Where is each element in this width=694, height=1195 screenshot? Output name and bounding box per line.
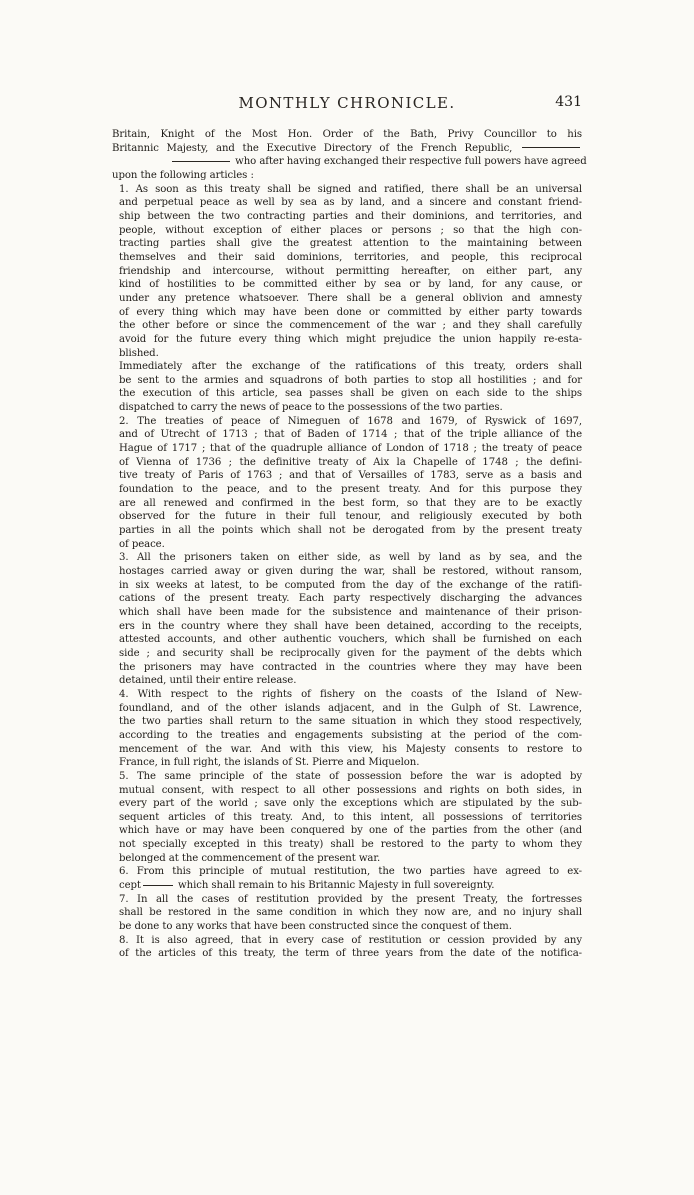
text-line: of peace. <box>119 538 165 550</box>
text-line: 7. In all the cases of restitution provided by the present Treaty, the fortresses <box>119 893 582 905</box>
text-line: Hague of 1717 ; that of the quadruple alliance of London of 1718 ; the treaty of peace <box>119 443 582 455</box>
text-line: the prisoners may have contracted in the countries where they may have been <box>119 661 582 673</box>
text-line: the two parties shall return to the same situation in which they stood respectively, <box>119 716 582 728</box>
page-number: 431 <box>555 94 582 110</box>
text-line: ship between the two contracting parties and their dominions, and territories, and <box>119 210 582 222</box>
text-line: belonged at the commencement of the present war. <box>119 852 381 864</box>
text-line: and perpetual peace as well by sea as by land, and a sincere and constant friend- <box>119 197 582 209</box>
text-line: blished. <box>119 347 159 359</box>
text-line: not specially excepted in this treaty) shall be restored to the party to whom they <box>119 839 582 851</box>
text-line: which shall have been made for the subsistence and maintenance of their prison- <box>119 606 582 618</box>
text-line: cations of the present treaty. Each party respectively discharging the advances <box>119 593 582 605</box>
article-7-paragraph <box>112 893 582 934</box>
text-line: attested accounts, and other authentic vouchers, which shall be furnished on each <box>119 634 582 646</box>
text-line: foundation to the peace, and to the present treaty. And for this purpose they <box>119 484 582 496</box>
text-line: people, without exception of either places or persons ; so that the high con- <box>119 224 582 236</box>
article-1-paragraph <box>112 183 582 361</box>
text-line: Immediately after the exchange of the ratifications of this treaty, orders shall <box>119 361 582 373</box>
text-line: tive treaty of Paris of 1763 ; and that of Versailles of 1783, serve as a basis and <box>119 470 582 482</box>
running-title: MONTHLY CHRONICLE. <box>238 94 456 112</box>
text-line: of Vienna of 1736 ; the definitive treaty of Aix la Chapelle of 1748 ; the defini- <box>119 456 582 468</box>
preamble-paragraph <box>112 128 587 183</box>
text-line: avoid for the future every thing which might prejudice the union happily re-esta- <box>119 333 582 345</box>
text-line: friendship and intercourse, without permitting hereafter, on either part, any <box>119 265 582 277</box>
text-line: who after having exchanged their respective full powers have agreed <box>112 155 582 169</box>
text-line: observed for the future in their full tenour, and religiously executed by both <box>119 511 582 523</box>
text-line: foundland, and of the other islands adjacent, and in the Gulph of St. Lawrence, <box>119 702 582 714</box>
text-line: France, in full right, the islands of St. Pierre and Miquelon. <box>119 757 420 769</box>
text-line: of every thing which may have been done or committed by either party towards <box>119 306 582 318</box>
text-line: 4. With respect to the rights of fishery on the coasts of the Island of New- <box>119 688 582 700</box>
text-line: 5. The same principle of the state of possession before the war is adopted by <box>119 770 582 782</box>
text-line: upon the following articles : <box>112 169 254 181</box>
text-line: mencement of the war. And with this view, his Majesty consents to restore to <box>119 743 582 755</box>
text-line: cept which shall remain to his Britannic Majesty in full sovereignty. <box>119 880 495 892</box>
blank-dash <box>172 161 230 162</box>
page-header <box>0 94 694 116</box>
article-1-continued-paragraph <box>112 360 582 415</box>
text-line: which have or may have been conquered by one of the parties from the other (and <box>119 825 582 837</box>
text-line: side ; and security shall be reciprocally given for the payment of the debts which <box>119 647 582 659</box>
text-line: 2. The treaties of peace of Nimeguen of 1678 and 1679, of Ryswick of 1697, <box>119 415 582 427</box>
text-line: and of Utrecht of 1713 ; that of Baden of 1714 ; that of the triple alliance of the <box>119 429 582 441</box>
text-line: be sent to the armies and squadrons of both parties to stop all hostilities ; and for <box>119 374 582 386</box>
text-line: every part of the world ; save only the exceptions which are stipulated by the sub- <box>119 798 582 810</box>
text-line: Britannic Majesty, and the Executive Directory of the French Republic, <box>112 142 582 156</box>
text-line: sequent articles of this treaty. And, to this intent, all possessions of territories <box>119 811 582 823</box>
blank-dash <box>143 885 173 886</box>
text-line: are all renewed and confirmed in the best form, so that they are to be exactly <box>119 497 582 509</box>
text-line: mutual consent, with respect to all other possessions and rights on both sides, in <box>119 784 582 796</box>
text-line: under any pretence whatsoever. There shall be a general oblivion and amnesty <box>119 292 582 304</box>
text-line: themselves and their said dominions, territories, and people, this reciprocal <box>119 251 582 263</box>
text-line: of the articles of this treaty, the term of three years from the date of the notifica- <box>119 948 582 960</box>
text-line: parties in all the points which shall not be derogated from by the present treaty <box>119 525 582 537</box>
text-line: ers in the country where they shall have been detained, according to the receipts, <box>119 620 582 632</box>
text-line: according to the treaties and engagements subsisting at the period of the com- <box>119 729 582 741</box>
article-4-paragraph <box>112 688 582 770</box>
article-5-paragraph <box>112 770 582 866</box>
text-line: Britain, Knight of the Most Hon. Order of the Bath, Privy Councillor to his <box>112 129 582 140</box>
body-text <box>112 128 587 961</box>
text-line: 6. From this principle of mutual restitution, the two parties have agreed to ex- <box>119 866 582 878</box>
text-line: be done to any works that have been constructed since the conquest of them. <box>119 921 512 933</box>
text-line: detained, until their entire release. <box>119 675 297 687</box>
blank-dash <box>522 147 580 148</box>
text-line: dispatched to carry the news of peace to the possessions of the two parties. <box>119 402 503 414</box>
text-line: in six weeks at latest, to be computed from the day of the exchange of the ratifi- <box>119 579 582 591</box>
article-6-paragraph <box>112 865 582 892</box>
text-line: the execution of this article, sea passes shall be given on each side to the ships <box>119 388 582 400</box>
text-line: the other before or since the commencement of the war ; and they shall carefully <box>119 320 582 332</box>
text-line: 8. It is also agreed, that in every case of restitution or cession provided by any <box>119 934 582 946</box>
text-line: shall be restored in the same condition in which they now are, and no injury shall <box>119 907 582 919</box>
article-3-paragraph <box>112 551 582 688</box>
article-2-paragraph <box>112 415 582 552</box>
text-line: 1. As soon as this treaty shall be signed and ratified, there shall be an universal <box>119 183 582 195</box>
text-line: 3. All the prisoners taken on either side, as well by land as by sea, and the <box>119 552 582 564</box>
text-line: tracting parties shall give the greatest attention to the maintaining between <box>119 238 582 250</box>
article-8-paragraph <box>112 934 582 961</box>
text-line: kind of hostilities to be committed either by sea or by land, for any cause, or <box>119 279 582 291</box>
text-line: hostages carried away or given during the war, shall be restored, without ransom, <box>119 566 582 577</box>
